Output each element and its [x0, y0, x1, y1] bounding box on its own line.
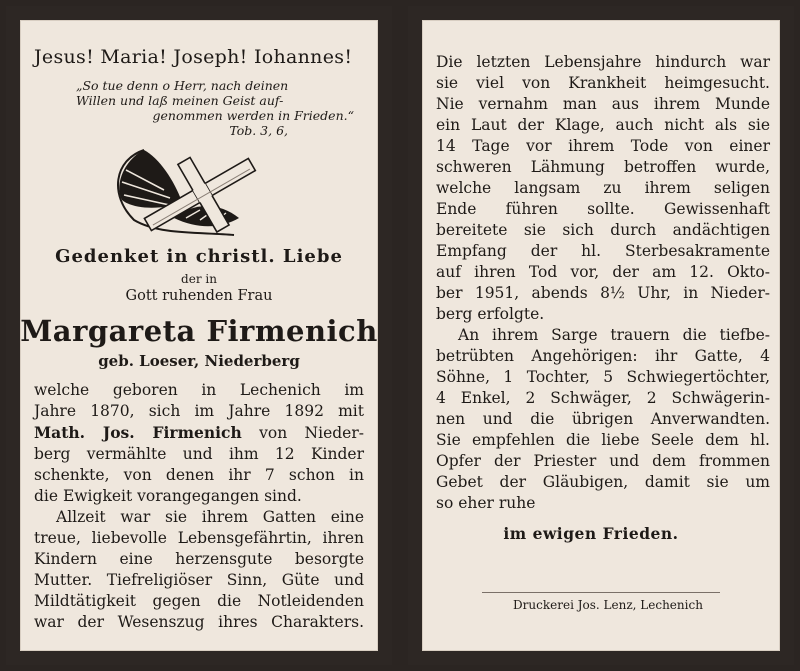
bio-line: Kindern eine herzensgute besorgte: [34, 550, 364, 568]
biography-text: [34, 380, 364, 633]
maiden-name: geb. Loeser, Niederberg: [98, 352, 300, 370]
prayer-card-right: [408, 6, 794, 665]
bio-line: Mildtätigkeit gegen die Notleidenden: [34, 592, 364, 610]
text-line: An ihrem Sarge trauern die tiefbe-: [458, 326, 770, 344]
text-line: Gebet der Gläubigen, damit sie um: [436, 473, 770, 491]
deceased-name: Margareta Firmenich: [20, 314, 378, 348]
divider: [482, 592, 720, 593]
text-line: betrübten Angehörigen: ihr Gatte, 4: [436, 347, 770, 365]
remembrance-text: [436, 52, 770, 514]
gedenket-heading: Gedenket in christl. Liebe: [55, 246, 343, 267]
bio-line: [34, 422, 364, 444]
text-line: auf ihren Tod vor, der am 12. Okto-: [436, 263, 770, 281]
bio-line: treue, liebevolle Lebensgefährtin, ihren: [34, 529, 364, 547]
text-line: bereitete sie sich durch andächtigen: [436, 221, 770, 239]
text-line: Nie vernahm man aus ihrem Munde: [436, 95, 770, 113]
bio-line: Jahre 1870, sich im Jahre 1892 mit: [34, 402, 364, 420]
quote-line-3: genommen werden in Frieden.“: [152, 108, 354, 123]
quote-line-2: Willen und laß meinen Geist auf-: [76, 93, 284, 108]
bio-line-rest: von Nieder-: [241, 424, 364, 442]
bio-line: die Ewigkeit vorangegangen sind.: [34, 487, 302, 505]
text-line: Söhne, 1 Tochter, 5 Schwiegertöchter,: [436, 368, 770, 386]
palm-and-cross-icon: [104, 140, 264, 240]
invocation: Jesus! Maria! Joseph! Iohannes!: [34, 46, 353, 68]
text-line: ein Laut der Klage, auch nicht als sie: [436, 116, 770, 134]
bio-line: war der Wesenszug ihres Charakters.: [34, 613, 364, 631]
text-line: Ende führen sollte. Gewissenhaft: [436, 200, 770, 218]
printer-credit: Druckerei Jos. Lenz, Lechenich: [513, 598, 703, 612]
bible-quote: [76, 78, 356, 138]
quote-reference: Tob. 3, 6,: [229, 123, 288, 138]
bio-line: schenkte, von denen ihr 7 schon in: [34, 466, 364, 484]
text-line: 14 Tage vor ihrem Tode von einer: [436, 137, 770, 155]
husband-name: Math. Jos. Firmenich: [34, 423, 242, 442]
prayer-card-left: [6, 6, 392, 665]
left-paper: [20, 20, 378, 651]
text-line: ber 1951, abends 8½ Uhr, in Nieder-: [436, 284, 770, 302]
text-line: sie viel von Krankheit heimgesucht.: [436, 74, 770, 92]
right-paper: [422, 20, 780, 651]
text-line: welche langsam zu ihrem seligen: [436, 179, 770, 197]
gott-ruhenden-text: Gott ruhenden Frau: [125, 288, 273, 304]
text-line: so eher ruhe: [436, 494, 536, 512]
bio-line: Mutter. Tiefreligiöser Sinn, Güte und: [34, 571, 364, 589]
text-line: Die letzten Lebensjahre hindurch war: [436, 53, 770, 71]
bio-line: welche geboren in Lechenich im: [34, 381, 364, 399]
der-in-text: der in: [181, 272, 217, 286]
text-line: schweren Lähmung betroffen wurde,: [436, 158, 770, 176]
bio-line: berg vermählte und ihm 12 Kinder: [34, 445, 364, 463]
text-line: Empfang der hl. Sterbesakramente: [436, 242, 770, 260]
text-line: 4 Enkel, 2 Schwäger, 2 Schwägerin-: [436, 389, 770, 407]
text-line: Opfer der Priester und dem frommen: [436, 452, 770, 470]
text-line: nen und die übrigen Anverwandten.: [436, 410, 770, 428]
text-line: Sie empfehlen die liebe Seele dem hl.: [436, 431, 770, 449]
bio-line: Allzeit war sie ihrem Gatten eine: [56, 508, 364, 526]
closing-phrase: im ewigen Frieden.: [503, 524, 679, 543]
quote-line-1: „So tue denn o Herr, nach deinen: [76, 78, 289, 93]
text-line: berg erfolgte.: [436, 305, 545, 323]
